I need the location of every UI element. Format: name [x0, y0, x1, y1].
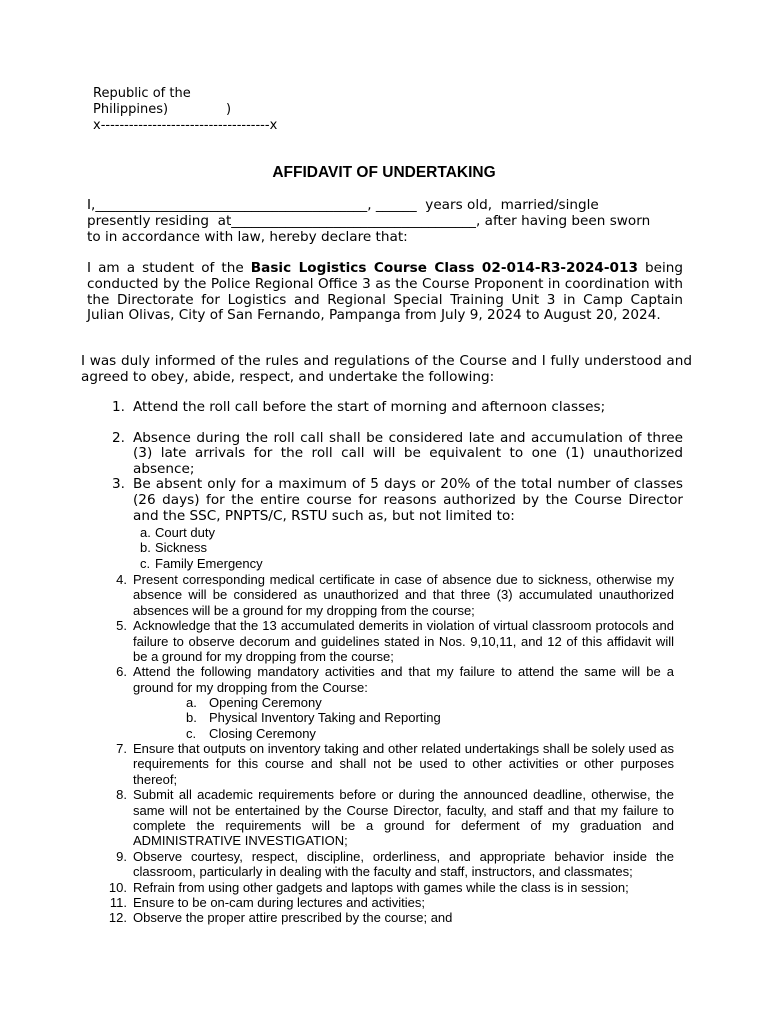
course-name: Basic Logistics Course Class 02-014-R3-2024-013 [250, 260, 638, 276]
intro-line-1: I,________________________________________, ______ years old, married/single [87, 198, 599, 213]
list-item [112, 399, 683, 416]
item-number: 5. [116, 618, 127, 634]
list-item [109, 895, 674, 911]
list-item [186, 725, 441, 741]
student-paragraph [87, 261, 683, 324]
item-number: 7. [116, 741, 127, 756]
item-text: Acknowledge that the 13 accumulated demerits in violation of virtual classroom protocols and failure to observe decorum and guidelines stated in Nos. 9,10,11, and 12 of this affidavit will be a ground for my dropping from the course; [133, 618, 674, 665]
item-text: Sickness [155, 540, 208, 556]
list-item [112, 476, 683, 524]
list-item [108, 910, 674, 926]
item-text: Submit all academic requirements before or during the announced deadline, otherwise, the same will not be entertained by the Course Director, faculty, and staff and that my failure to complete the requirements will be a ground for deferment of my graduation and ADMINISTRATIVE INVESTIGATION; [133, 787, 674, 849]
list-item [116, 572, 674, 618]
item-text: Attend the following mandatory activities and that my failure to attend the same will be a ground for my dropping from the Course: [133, 664, 674, 695]
case-caption [93, 86, 277, 134]
student-prefix: I am a student of the [87, 260, 251, 276]
item-text: Refrain from using other gadgets and laptops with games while the class is in session; [133, 879, 629, 895]
intro-paragraph [87, 198, 683, 245]
item-number: 8. [116, 787, 127, 803]
item-number: 3. [112, 476, 125, 493]
item-text: Be absent only for a maximum of 5 days or 20% of the total number of classes (26 days) for the entire course for reasons authorized by the Course Director and the SSC, PNPTS/C, RSTU such as, but not limited to: [133, 476, 683, 524]
list-item [116, 618, 674, 665]
item-letter: b. [186, 710, 197, 726]
item-text: Ensure that outputs on inventory taking and other related undertakings shall be solely used as requirements for this course and shall not be used to other activities or other purposes thereof; [133, 741, 674, 787]
caption-line-2: Philippines) ) [93, 102, 232, 117]
item-text: Family Emergency [155, 555, 263, 571]
item-number: 11. [109, 895, 127, 911]
student-rest: being conducted by the Police Regional Office 3 as the Course Proponent in coordination with the Directorate for Logistics and Regional Special Training Unit 3 in Camp Captain Julian Olivas, City of San Fernando, Pampanga from July 9, 2024 to August 20, 2024. [87, 260, 684, 324]
undertaking-list-a [112, 399, 683, 524]
item-text: Closing Ceremony [209, 725, 316, 741]
item-text: Physical Inventory Taking and Reporting [209, 710, 441, 726]
item-text: Observe courtesy, respect, discipline, orderliness, and appropriate behavior inside the classroom, particularly in dealing with the faculty and staff, instructors, and classmates; [133, 848, 674, 880]
item-text: Attend the roll call before the start of morning and afternoon classes; [133, 399, 606, 415]
item-letter: a. [186, 695, 197, 710]
item-number: 1. [112, 399, 125, 415]
item-text: Opening Ceremony [209, 695, 322, 710]
document-title: AFFIDAVIT OF UNDERTAKING [272, 164, 496, 181]
informed-paragraph: I was duly informed of the rules and regulations of the Course and I fully understood and agreed to obey, abide, respect, and undertake the following: [81, 353, 692, 385]
item-number: 9. [116, 848, 127, 864]
list-item [116, 848, 674, 880]
item-text: Present corresponding medical certificate in case of absence due to sickness, otherwise my absence will be considered as unauthorized and that three (3) accumulated unauthorized absences will be a ground for my dropping from the course; [133, 572, 674, 618]
list-item [116, 741, 674, 787]
item-letter: a. [140, 525, 151, 540]
absence-reasons-list [140, 525, 263, 571]
item-number: 6. [116, 664, 127, 680]
list-item [108, 879, 674, 895]
list-item [140, 555, 263, 571]
caption-line-1: Republic of the [93, 86, 191, 101]
list-item [140, 525, 263, 540]
intro-line-2: presently residing at____________________________________, after having been sworn [87, 213, 651, 229]
undertaking-list-b [116, 572, 674, 695]
undertaking-list-c [108, 741, 674, 926]
item-letter: b. [140, 540, 151, 556]
list-item [116, 664, 674, 695]
item-number: 2. [112, 429, 125, 446]
item-number: 12. [108, 910, 127, 926]
item-number: 4. [116, 572, 127, 587]
list-item [186, 710, 441, 726]
item-text: Ensure to be on-cam during lectures and activities; [133, 895, 425, 911]
intro-line-3: to in accordance with law, hereby declare that: [87, 228, 408, 245]
list-item [140, 540, 263, 556]
list-item [186, 695, 441, 710]
item-text: Court duty [155, 525, 215, 540]
item-text: Observe the proper attire prescribed by the course; and [133, 910, 453, 926]
item-letter: c. [140, 555, 151, 571]
list-item [116, 787, 674, 849]
mandatory-activities-list [186, 695, 441, 741]
item-number: 10. [108, 879, 127, 895]
list-item [112, 429, 683, 478]
item-text: Absence during the roll call shall be considered late and accumulation of three (3) late arrivals for the roll call will be equivalent to one (1) unauthorized absence; [133, 429, 683, 477]
caption-line-3: x------------------------------------x [93, 118, 278, 133]
item-letter: c. [186, 725, 197, 741]
